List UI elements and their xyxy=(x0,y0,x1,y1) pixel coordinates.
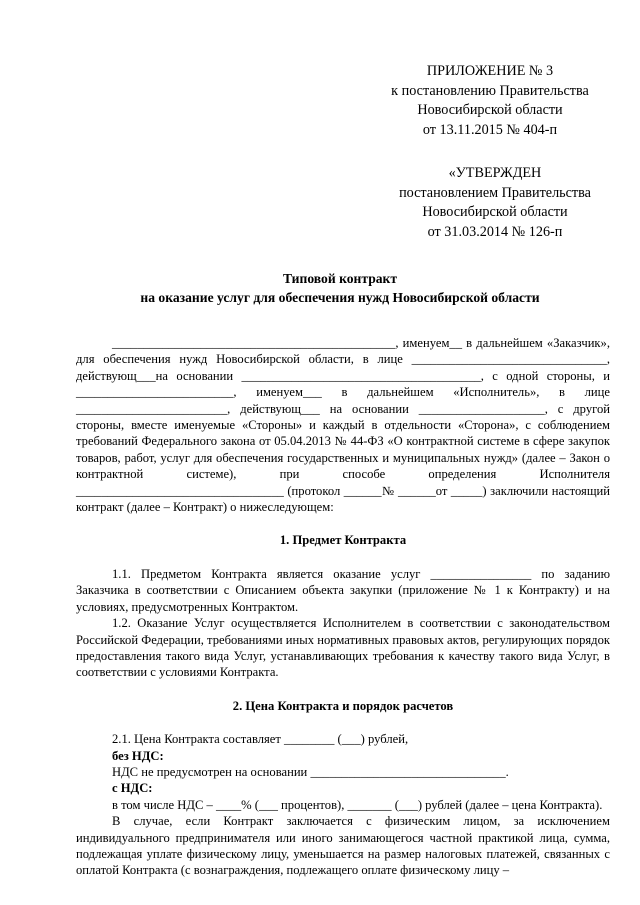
approval-reference: постановлением Правительства xyxy=(399,184,591,201)
section-1-clause-1: 1.1. Предметом Контракта является оказание услуг ________________ по заданию Заказчика в соответствии с Описанием объекта закупки (приложение № 1 к Контракту) и на условиях, предусмотренных Контрактом. xyxy=(76,566,610,614)
no-vat-label: без НДС: xyxy=(112,748,164,763)
appendix-number: ПРИЛОЖЕНИЕ № 3 xyxy=(426,63,554,79)
with-vat-label: с НДС: xyxy=(112,781,153,796)
document-body xyxy=(76,335,610,879)
approval-date: от 31.03.2014 № 126-п xyxy=(427,223,563,240)
preamble-paragraph: _____________________________________________, именуем__ в дальнейшем «Заказчик», для обеспечения нужд Новосибирской области, в лице _______________________________, действующ___на основании ______________________________________, с одной стороны, и _________________________, именуем___ в дальнейшем «Исполнитель», в лице ________________________, действующ___ на основании ____________________, с другой стороны, вместе именуемые «Стороны» и каждый в отдельности «Сторона», с соблюдением требований Федерального закона от 05.04.2013 № 44-ФЗ «О контрактной системе в сфере закупок товаров, работ, услуг для обеспечения государственных и муниципальных нужд» (далее – Закон о контрактной системе), при способе определения Исполнителя _________________________________ (протокол ______№ ______от _____) заключили настоящий контракт (далее – Контракт) о нижеследующем: xyxy=(76,336,610,515)
title-line-2: на оказание услуг для обеспечения нужд Новосибирской области xyxy=(140,290,540,305)
section-1-heading: 1. Предмет Контракта xyxy=(279,533,407,548)
appendix-reference: к постановлению Правительства xyxy=(391,82,589,99)
document-title xyxy=(60,269,620,307)
section-1-clause-2: 1.2. Оказание Услуг осуществляется Исполнителем в соответствии с законодательством Российской Федерации, требованиями иных нормативных правовых актов, регулирующих порядок предоставления такого вида Услуг, устанавливающих требования к качеству такого вида Услуг, в соответствии с условиями Контракта. xyxy=(76,616,610,680)
with-vat-text: в том числе НДС – ____% (___ процентов), _______ (___) рублей (далее – цена Контракта). xyxy=(112,797,603,812)
no-vat-text: НДС не предусмотрен на основании _______________________________. xyxy=(112,764,509,779)
title-line-1: Типовой контракт xyxy=(282,271,398,286)
section-2-paragraph: В случае, если Контракт заключается с физическим лицом, за исключением индивидуального предпринимателя или иного занимающегося частной практикой лица, сумма, подлежащая уплате физическому лицу, уменьшается на размер налоговых платежей, связанных с оплатой Контракта (с вознаграждения, подлежащего оплате физическому лицу – xyxy=(76,814,610,878)
appendix-region: Новосибирской области xyxy=(417,102,563,118)
approval-stamp xyxy=(385,164,605,242)
section-2-heading: 2. Цена Контракта и порядок расчетов xyxy=(232,698,454,713)
appendix-date: от 13.11.2015 № 404-п xyxy=(422,121,558,138)
section-2-clause-1: 2.1. Цена Контракта составляет ________ (___) рублей, xyxy=(112,732,409,747)
approval-title: «УТВЕРЖДЕН xyxy=(448,165,542,181)
approval-region: Новосибирской области xyxy=(422,204,568,220)
appendix-header xyxy=(380,62,600,140)
